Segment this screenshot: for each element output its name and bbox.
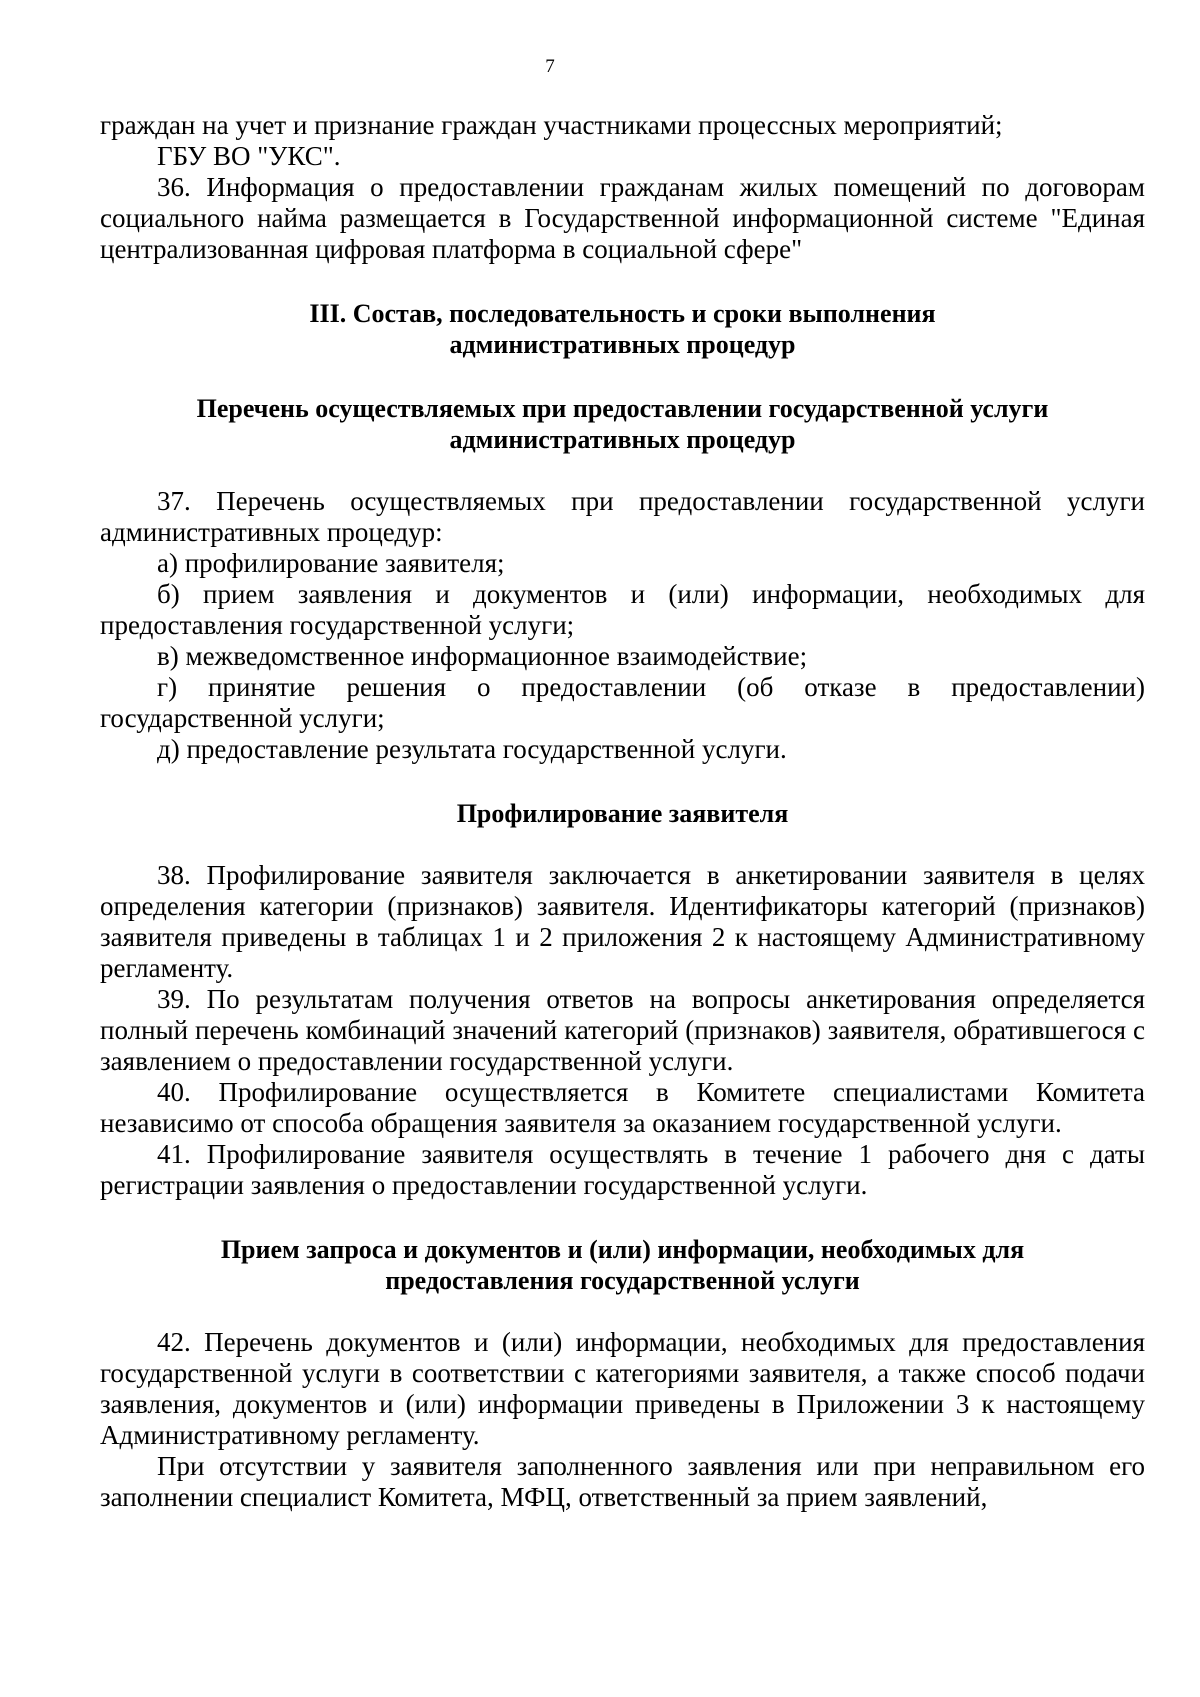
section-title-line: III. Состав, последовательность и сроки выполнения <box>309 299 936 328</box>
subsection-title-line: Перечень осуществляемых при предоставлении государственной услуги <box>196 394 1049 423</box>
section-title-line: административных процедур <box>449 330 796 359</box>
paragraph: 41. Профилирование заявителя осуществлять в течение 1 рабочего дня с даты регистрации заявления о предоставлении государственной услуги. <box>100 1139 1145 1200</box>
paragraph: 40. Профилирование осуществляется в Комитете специалистами Комитета независимо от способа обращения заявителя за оказанием государственной услуги. <box>100 1077 1145 1138</box>
subsection-title <box>100 1234 1145 1296</box>
list-item: б) прием заявления и документов и (или) информации, необходимых для предоставления государственной услуги; <box>100 579 1145 640</box>
page-number: 7 <box>545 56 555 77</box>
subsection-title-line: Прием запроса и документов и (или) информации, необходимых для <box>220 1235 1025 1264</box>
document-body <box>100 110 1145 1513</box>
subsection-title-line: Профилирование заявителя <box>456 799 789 828</box>
paragraph: граждан на учет и признание граждан участниками процессных мероприятий; <box>100 110 1003 140</box>
list-item: а) профилирование заявителя; <box>157 548 505 578</box>
subsection-title <box>100 393 1145 455</box>
paragraph: 37. Перечень осуществляемых при предоставлении государственной услуги административных процедур: <box>100 486 1145 547</box>
paragraph: 38. Профилирование заявителя заключается в анкетировании заявителя в целях определения категории (признаков) заявителя. Идентификаторы категорий (признаков) заявителя приведены в таблицах 1 и 2 приложения 2 к настоящему Административному регламенту. <box>100 860 1145 983</box>
paragraph: ГБУ ВО "УКС". <box>157 141 341 171</box>
paragraph: 36. Информация о предоставлении гражданам жилых помещений по договорам социального найма размещается в Государственной информационной системе "Единая централизованная цифровая платформа в социальной сфере" <box>100 172 1145 264</box>
subsection-title-line: предоставления государственной услуги <box>385 1266 860 1295</box>
section-title <box>100 298 1145 360</box>
subsection-title <box>100 798 1145 829</box>
paragraph: 39. По результатам получения ответов на вопросы анкетирования определяется полный перечень комбинаций значений категорий (признаков) заявителя, обратившегося с заявлением о предоставлении государственной услуги. <box>100 984 1145 1076</box>
subsection-title-line: административных процедур <box>449 425 796 454</box>
paragraph: 42. Перечень документов и (или) информации, необходимых для предоставления государственной услуги в соответствии с категориями заявителя, а также способ подачи заявления, документов и (или) информации приведены в Приложении 3 к настоящему Административному регламенту. <box>100 1327 1145 1450</box>
list-item: д) предоставление результата государственной услуги. <box>157 734 787 764</box>
list-item: в) межведомственное информационное взаимодействие; <box>157 641 808 671</box>
list-item: г) принятие решения о предоставлении (об отказе в предоставлении) государственной услуги; <box>100 672 1145 733</box>
paragraph: При отсутствии у заявителя заполненного заявления или при неправильном его заполнении специалист Комитета, МФЦ, ответственный за прием заявлений, <box>100 1451 1145 1512</box>
